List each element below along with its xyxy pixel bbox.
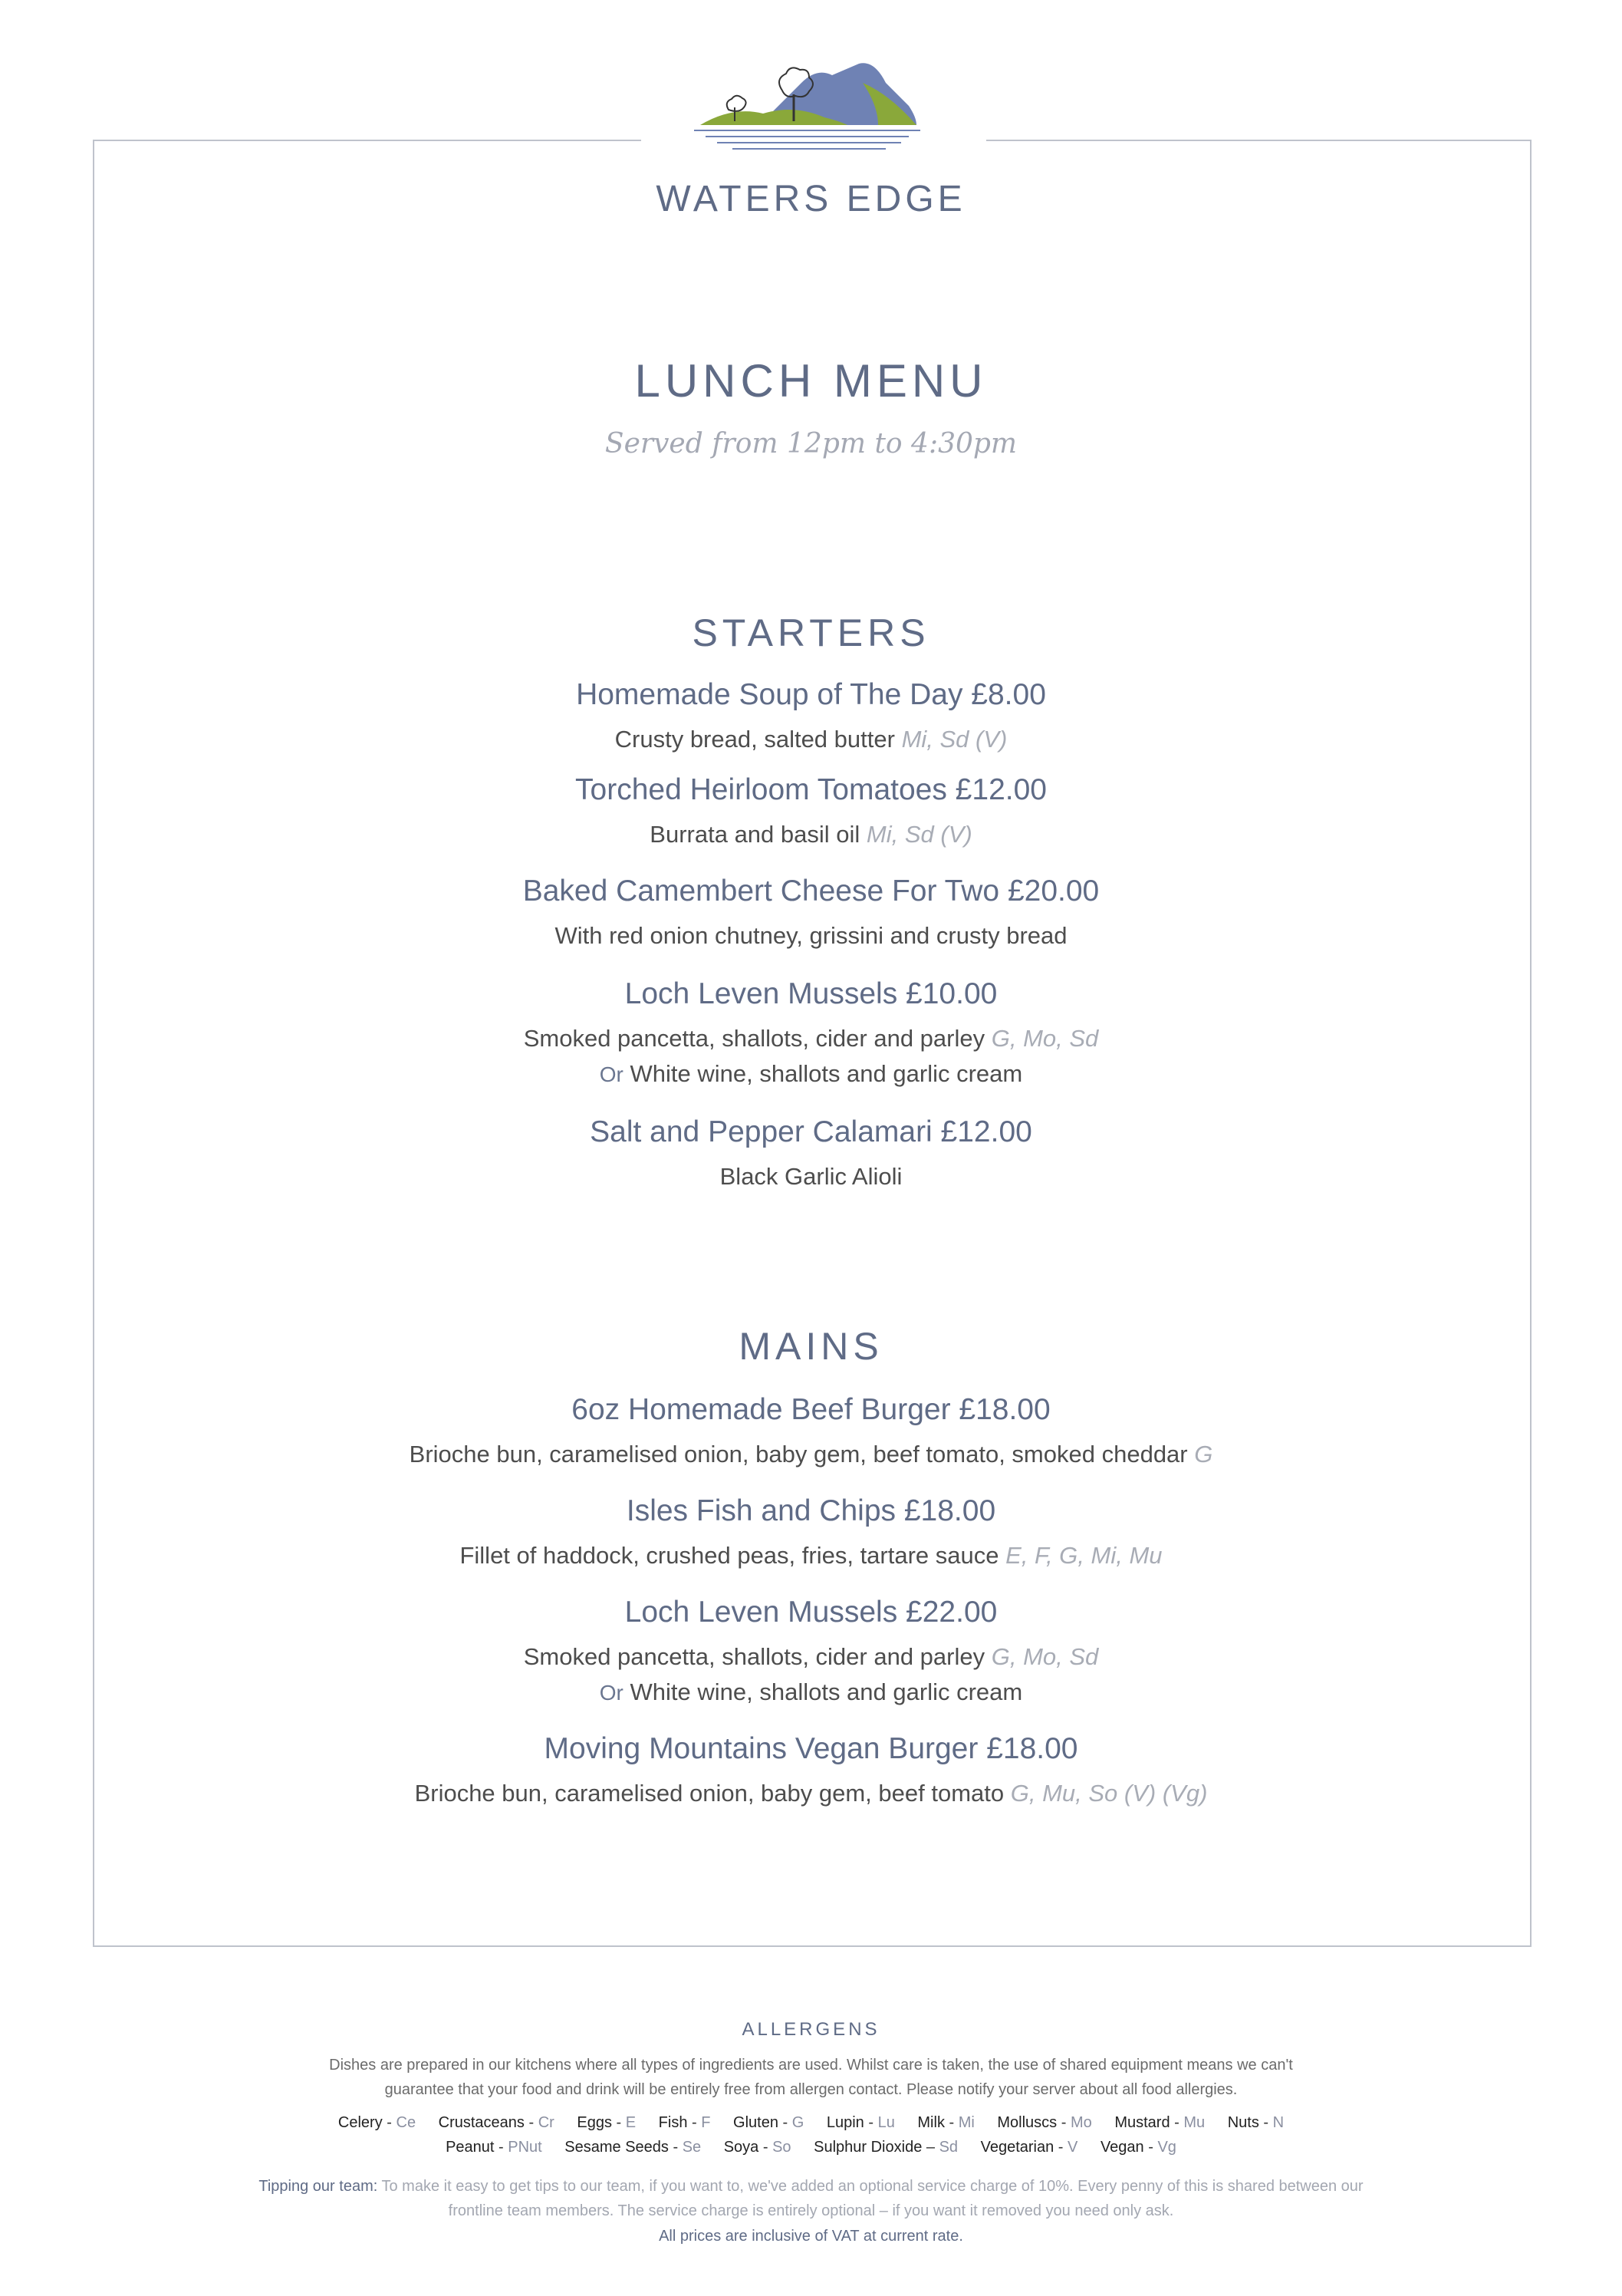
allergen-codes: G, Mo, Sd: [991, 1025, 1099, 1052]
allergen-codes: Mi, Sd (V): [901, 726, 1008, 753]
starter-description: With red onion chutney, grissini and crusty bread: [554, 922, 1068, 949]
vat-note: All prices are inclusive of VAT at current rate.: [659, 2228, 963, 2245]
allergen-key: Nuts - N: [1227, 2114, 1285, 2131]
allergens-heading: ALLERGENS: [742, 2019, 880, 2040]
starter-dish: Salt and Pepper Calamari £12.00: [590, 1115, 1032, 1148]
main-description: Fillet of haddock, crushed peas, fries, tartare sauce E, F, G, Mi, Mu: [459, 1542, 1163, 1569]
allergen-key: Mustard - Mu: [1114, 2114, 1206, 2131]
starter-description: Burrata and basil oil Mi, Sd (V): [650, 821, 972, 848]
main-description: Brioche bun, caramelised onion, baby gem, beef tomato G, Mu, So (V) (Vg): [414, 1780, 1208, 1807]
allergen-key: Eggs - E: [577, 2114, 637, 2131]
allergen-note: Dishes are prepared in our kitchens where all types of ingredients are used. Whilst care is taken, the use of shared equipment means we can't guarantee that your food and drink will be entirely free from allergen contact. Please notify your server about all food allergies.: [329, 2057, 1293, 2098]
starter-alternative: Or White wine, shallots and garlic cream: [599, 1060, 1023, 1087]
main-dish: Isles Fish and Chips £18.00: [626, 1494, 996, 1527]
allergen-codes: G, Mu, So (V) (Vg): [1010, 1780, 1208, 1807]
allergen-key: Sesame Seeds - Se: [564, 2139, 702, 2156]
allergen-key: Vegan - Vg: [1100, 2139, 1176, 2156]
allergen-codes: Mi, Sd (V): [866, 821, 972, 848]
allergen-key: Lupin - Lu: [826, 2114, 895, 2131]
allergen-key: Molluscs - Mo: [997, 2114, 1092, 2131]
page-title: LUNCH MENU: [634, 355, 988, 407]
allergen-key: Crustaceans - Cr: [438, 2114, 554, 2131]
starters-heading: STARTERS: [692, 611, 930, 654]
starter-dish: Baked Camembert Cheese For Two £20.00: [522, 875, 1100, 908]
starter-dish: Loch Leven Mussels £10.00: [624, 977, 998, 1010]
starter-description: Crusty bread, salted butter Mi, Sd (V): [614, 726, 1008, 753]
main-dish: Moving Mountains Vegan Burger £18.00: [544, 1732, 1078, 1765]
starter-description: Smoked pancetta, shallots, cider and parley G, Mo, Sd: [523, 1025, 1099, 1052]
main-dish: 6oz Homemade Beef Burger £18.00: [571, 1393, 1051, 1426]
tipping-note: Tipping our team: To make it easy to get tips to our team, if you want to, we've added an optional service charge of 10%. Every penny of this is shared between our frontline team members. The service charge is entirely optional – if you want it removed you need only ask.: [258, 2178, 1364, 2219]
mains-heading: MAINS: [739, 1325, 883, 1368]
main-description: Brioche bun, caramelised onion, baby gem, beef tomato, smoked cheddar G: [409, 1441, 1213, 1468]
allergen-key: Vegetarian - V: [980, 2139, 1078, 2156]
allergen-codes: E, F, G, Mi, Mu: [1005, 1542, 1163, 1569]
service-hours: Served from 12pm to 4:30pm: [604, 428, 1018, 460]
allergen-key: Fish - F: [658, 2114, 711, 2131]
brand-name: WATERS EDGE: [656, 179, 966, 219]
allergen-key-row: [0, 2114, 1622, 2132]
main-alternative: Or White wine, shallots and garlic cream: [599, 1678, 1023, 1705]
starter-description: Black Garlic Alioli: [719, 1163, 903, 1190]
allergen-key: Milk - Mi: [917, 2114, 975, 2131]
allergen-key: Sulphur Dioxide – Sd: [814, 2139, 959, 2156]
allergen-key: Peanut - PNut: [446, 2139, 542, 2156]
allergen-codes: G, Mo, Sd: [991, 1643, 1099, 1670]
allergen-key: Gluten - G: [733, 2114, 804, 2131]
allergen-codes: G: [1194, 1441, 1213, 1468]
allergen-key: Celery - Ce: [337, 2114, 416, 2131]
starter-dish: Torched Heirloom Tomatoes £12.00: [575, 773, 1047, 806]
allergen-key: Soya - So: [723, 2139, 791, 2156]
main-dish: Loch Leven Mussels £22.00: [624, 1596, 998, 1629]
main-description: Smoked pancetta, shallots, cider and parley G, Mo, Sd: [523, 1643, 1099, 1670]
allergen-key-row: [0, 2139, 1622, 2156]
starter-dish: Homemade Soup of The Day £8.00: [576, 678, 1046, 711]
waters-edge-logo-icon: [686, 52, 939, 160]
